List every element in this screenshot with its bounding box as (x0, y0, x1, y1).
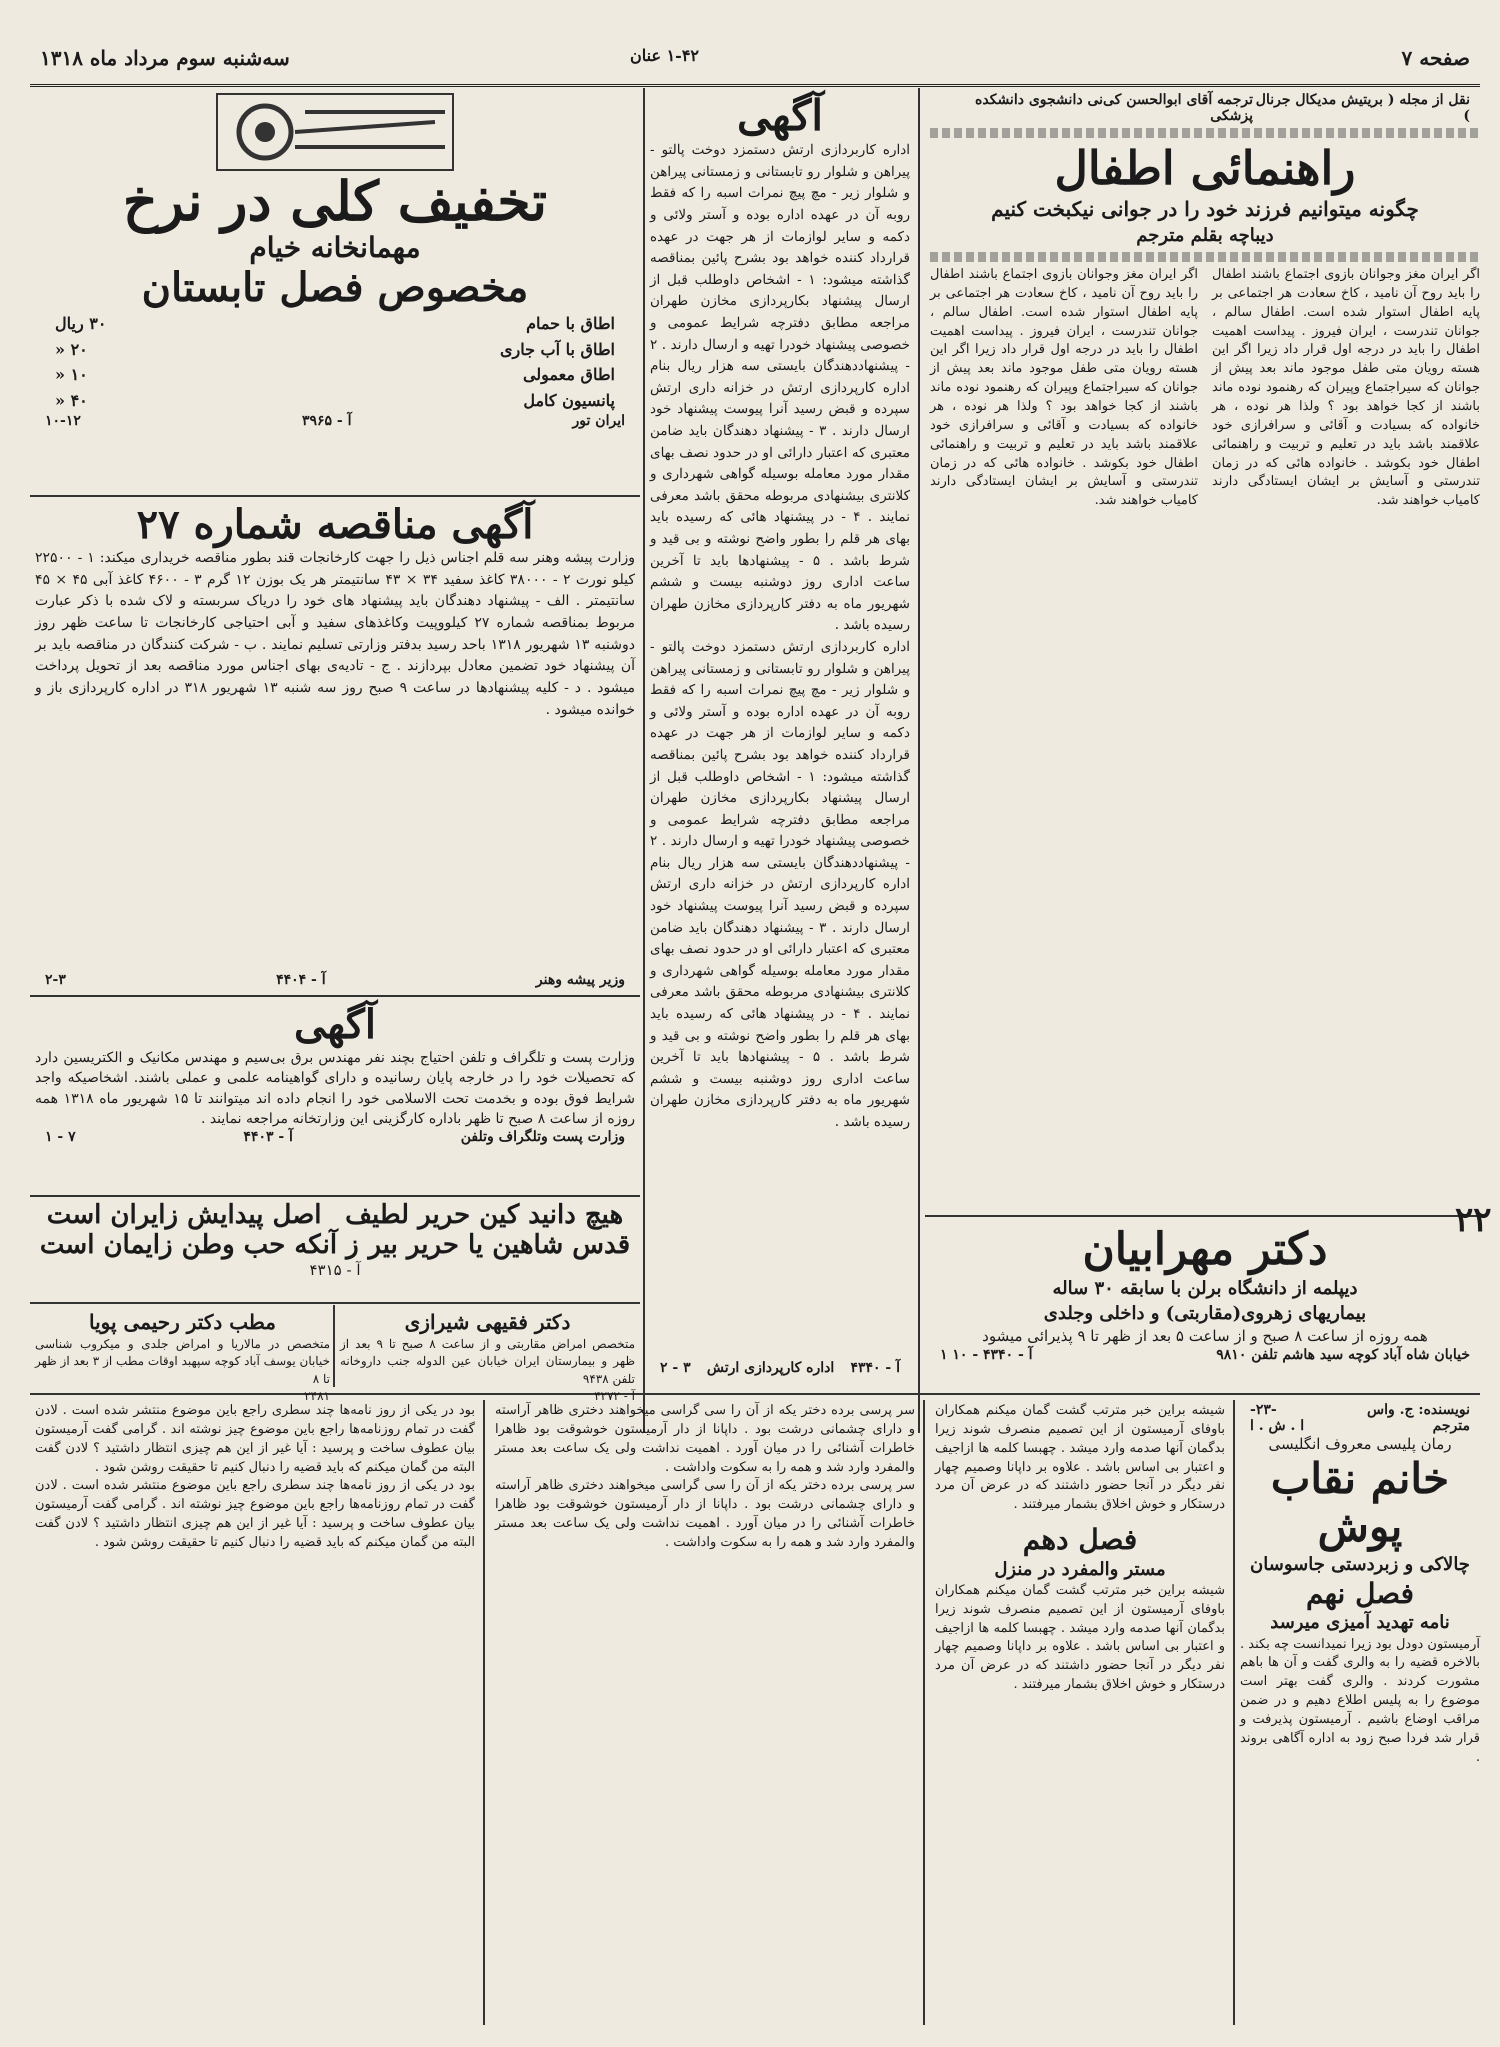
ad-silk (35, 1200, 635, 1300)
divider-doctors (333, 1305, 335, 1387)
serial-subtitle: چالاکی و زبردستی جاسوسان (1250, 1553, 1470, 1575)
army-tender-footer (650, 1360, 910, 1376)
serial-col-c (495, 1402, 915, 2022)
issue-number: ۱-۴۲ عنان (630, 46, 699, 65)
serial-number: -۲۳- (1250, 1402, 1277, 1418)
serial-chapter-10: فصل دهم (1022, 1523, 1138, 1557)
article-child-guidance (930, 92, 1480, 1207)
silk-line3: قدس شاهین یا حریر بیر (368, 1230, 631, 1260)
train-logo-icon (215, 92, 455, 172)
ad-mehrabian-line2: بیماریهای زهروی(مقاربتی) و داخلی وجلدی (1043, 1302, 1367, 1324)
article-byline: دیباچه بقلم مترجم (1136, 224, 1274, 246)
ad-dr-faghihi (340, 1308, 636, 1404)
iran-tour-code: آ - ۳۹۶۵ (301, 413, 352, 430)
article-subtitle: چگونه میتوانیم فرزند خود را در جوانی نیکبخت کنیم (991, 196, 1419, 221)
faghihi-body: متخصص امراض مقاربتی و از ساعت ۸ صبح تا ۹ بعد از ظهر و بیمارستان ایران خیابان عین الدوله جنب داروخانه تلفن ۹۴۳۸ (340, 1337, 636, 1386)
army-tender-body-cont: اداره کاربردازی ارتش دستمزد دوخت پالتو - پیراهن و شلوار رو تابستانی و زمستانی پیراهن و شلوار زیر - مچ پیچ نمرات اسبه را که فقط روبه آن در عهده اداره بوده و آستر ولائی و دکمه و سایر لوازمات از هر جهت در عهده قرارداد کننده خواهد بود بشرح پائین بمناقصه گذاشته میشود: ۱ - اشخاص داوطلب قبل از ارسال پیشنهاد بکارپردازی مخازن طهران مراجعه مطابق دفترچه شرایط عمومی و خصوصی پیشنهاد خودرا تهیه و ارسال دارند . ۲ - پیشنهاددهندگان بایستی سه هزار ریال بنام اداره کارپردازی ارتش در خزانه داری ارتش سپرده و قبض رسید آنرا پیوست پیشنهاد خود ارسال دارند . ۳ - پیشنهاد دهندگان باید ضامن معتبری که اعتبار دارائی او در حدود نصف بهای مقدار مورد معامله بوسیله گواهی شهرداری و کلانتری بیشنهادی مربوطه محقق باشد معرفی نمایند . ۴ - در پیشنهاد هائی که رسیده باید بهای هر قلم را بطور واضح نوشته و بی قید و شرط باشد . ۵ - پیشنهادها باید تا آخرین ساعت اداری روز دوشنبه بیست و ششم شهریور ماه به دفتر کارپردازی مخازن طهران رسیده باشد . (650, 638, 910, 1131)
rahimi-code: ۲۴۸۱ (304, 1389, 330, 1404)
serial-text-b2: شیشه براین خبر مترتب گشت گمان میکنم همکاران باوفای آرمیستون از این تصمیم منصرف شوند زیرا بدگمان آنها صدمه وارد میشد . چهبسا کلمه ها ازاجیف و اعتبار بی اساس باشد . علاوه بر داپانا وصمیم چهار نفر دیگر در آنجا حضور داشتند که در عرض آن مرد درستکار و خوش اخلاق بشمار میرفتند . (935, 1582, 1225, 1693)
article-body-columns (930, 266, 1480, 511)
post-ad-ministry: وزارت پست وتلگراف وتلفن (460, 1129, 625, 1146)
rahimi-body: متخصص در مالاریا و امراض جلدی و میکروب شناسی خیابان یوسف آباد کوچه سپهبد اوقات مطب از ۳ بعد از ظهر تا ۸ (35, 1337, 331, 1386)
hotel-discount-title: تخفیف کلی در نرخ (122, 169, 548, 233)
silk-line4: ز آنکه حب وطن زایمان است (39, 1230, 359, 1260)
serial-translator-initials: ا . ش . ا (1250, 1418, 1305, 1434)
silk-code: آ - ۴۳۱۵ (309, 1261, 361, 1279)
serial-origin: رمان پلیسی معروف انگلیسی (1268, 1435, 1452, 1453)
masthead (30, 40, 1480, 87)
newspaper-page (30, 40, 1480, 2030)
army-tender-office: اداره کارپردازی ارتش (706, 1360, 835, 1376)
serial-author: نویسنده: ج. واس (1367, 1402, 1470, 1418)
tender-27-num: ۲-۳ (45, 972, 66, 988)
tender-27-body: وزارت پیشه وهنر سه قلم اجناس ذیل را جهت کارخانجات قند بطور مناقصه خریداری میکند: ۱ - ۲۲۵۰۰ کیلو نورت ۲ - ۳۸۰۰۰ کاغذ سفید ۳۴ × ۴۳ سانتیمتر هر یک بوزن ۱۲ گرم ۳ - ۴۶۰۰ کاغذ آبی ۴۵ × ۴۵ سانتیمتر . الف - پیشنهاد دهندگان باید پیشنهاد های خود را دریاک سربسته و لاک شده با ذکر عبارت مربوط بمناقصه شماره ۲۷ کیلووپیت وکاغذهای سفید و آبی احتیاجی کارخانجات تا ساعت ظهر روز دوشنبه ۱۳ شهریور ۱۳۱۸ باحد رسید بدفتر وزارتی تسلیم نمایند . ب - شرکت کنندگان در مناقصه باید بر آن پیشنهاد خود تضمین معادل بپردازند . ج - تادیه‌ی بهای اجناس مورد مناقصه بعد از تحویل پرداخت میشود . د - کلیه پیشنهادها در ساعت ۹ صبح روز سه شنبه ۱۳ شهریور ۳۱۸ در اداره کارپردازی باز و خوانده میشود . (35, 550, 636, 718)
serial-text-c: سر پرسی برده دختر یکه از آن را سی گراسی میخواهند دختری ظاهر آراسته و دارای چشمانی درشت بود . داپانا از دار آرمیستون خوشوقت بود ظاهرا خاطرات آشنائی را در میان آورد . اهمیت نداشت ولی یک ساعت بعد مستر والمفرد وارد شد و همه را به سکوت واداشت . (495, 1403, 915, 1475)
ad-mehrabian-code: آ - ۴۳۴۰ - ۱۰ ۱ (940, 1346, 1033, 1363)
serial-chapter-10-sub: مستر والمفرد در منزل (994, 1558, 1166, 1580)
post-ad-code: آ - ۴۴۰۳ (243, 1129, 293, 1146)
serial-credits (1240, 1402, 1480, 1418)
army-tender-title: آگهی (736, 91, 824, 140)
rate-room: اطاق با آب جاری (499, 339, 615, 359)
serial-text-a: آرمیستون دودل بود زیرا نمیدانست چه بکند . بالاخره قضیه را به والری گفت و آن ها باهم مشورت کردند . والری گفت بهتر است موضوع را به پلیس اطلاع دهیم و در ضمن مراقب اوضاع باشیم . آرمیستون پذیرفت و قرار شد فردا صبح زود به اداره آگاهی بروند . (1240, 1636, 1480, 1765)
serial-chapter: فصل نهم (1306, 1576, 1414, 1610)
ad-tender-27 (35, 502, 635, 992)
ad-mehrabian-footer (930, 1347, 1480, 1363)
ad-khayam-hotel (35, 92, 635, 492)
serial-translator-row (1240, 1418, 1480, 1434)
rate-price: ۴۰ « (55, 390, 88, 410)
hotel-season: مخصوص فصل تابستان (141, 263, 529, 311)
serial-text-b: شیشه براین خبر مترتب گشت گمان میکنم همکاران باوفای آرمیستون از این تصمیم منصرف شوند زیرا بدگمان آنها صدمه وارد میشد . چهبسا کلمه ها ازاجیف و اعتبار بی اساس باشد . علاوه بر داپانا وصمیم چهار نفر دیگر در آنجا حضور داشتند که در عرض آن مرد درستکار و خوش اخلاق بشمار میرفتند . (935, 1403, 1225, 1513)
divider-silk (30, 1302, 640, 1304)
tender-27-code: آ - ۴۴۰۴ (276, 972, 326, 988)
ad-mehrabian-title: دکتر مهرابیان (1082, 1224, 1328, 1275)
serial-text-d: بود در یکی از روز نامه‌ها چند سطری راجع باین موضوع منتشر شده است . لادن گفت در تمام روزنامه‌ها راجع باین موضوع چیز نوشته اند . گرامی گفت آرمیستون بیان عطوف ساخت و پرسید : آیا غیر از این هم چیزی انتظار داشتید ؟ لادن گفت البته من گمان میکنم که باید قضیه را دنبال کنیم تا حقیقت روشن شود . (35, 1403, 475, 1475)
rahimi-title: مطب دکتر رحیمی پویا (89, 1310, 276, 1334)
rate-room: اطاق معمولی (522, 365, 615, 385)
divider-col1 (918, 88, 920, 1433)
rate-room: پانسیون کامل (523, 390, 615, 410)
tender-27-footer (35, 972, 635, 988)
serial-chapter-sub: نامه تهدید آمیزی میرسد (1270, 1612, 1450, 1634)
divider-post (30, 1195, 640, 1197)
ad-mehrabian-line3: همه روزه از ساعت ۸ صبح و از ساعت ۵ بعد از ظهر تا ۹ پذیرائی میشود (982, 1326, 1428, 1345)
divider-serial-a (1233, 1400, 1235, 2025)
ad-army-tender (650, 92, 910, 1382)
serial-text-c2: سر پرسی برده دختر یکه از آن را سی گراسی میخواهند دختری ظاهر آراسته و دارای چشمانی درشت بود . داپانا از دار آرمیستون خوشوقت بود ظاهرا خاطرات آشنائی را در میان آورد . اهمیت نداشت ولی یک ساعت بعد مستر والمفرد وارد شد و همه را به سکوت واداشت . (495, 1478, 915, 1550)
silk-line1: هیچ دانید کین حریر لطیف (345, 1200, 624, 1230)
divider-serial-b (923, 1400, 925, 2025)
ad-post-telegraph (35, 1002, 635, 1192)
hotel-rate-row (35, 388, 635, 414)
page-label: صفحه ۷ (1401, 46, 1470, 70)
hotel-rates (35, 311, 635, 413)
margin-number: ۲۲ (1455, 1200, 1492, 1240)
hotel-rate-row (35, 362, 635, 388)
article-title: راهنمائی اطفال (1054, 141, 1356, 195)
rate-price: ۳۰ ریال (55, 313, 107, 333)
hotel-rate-row (35, 337, 635, 363)
iran-tour-label: ایران تور (572, 413, 625, 430)
post-ad-num: ۷ - ۱ (45, 1129, 76, 1146)
rate-price: ۱۰ « (55, 365, 88, 385)
rate-price: ۲۰ « (55, 339, 88, 359)
ad-dr-mehrabian (930, 1225, 1480, 1385)
article-source: نقل از مجله ( بریتیش مدیکال جرنال ) (1255, 92, 1470, 124)
serial-translator: مترجم (1432, 1418, 1470, 1434)
hotel-footer (35, 413, 635, 429)
tender-27-ministry: وزیر پیشه وهنر (535, 972, 625, 988)
ad-mehrabian-address: خیابان شاه آباد کوچه سید هاشم تلفن ۹۸۱۰ (1216, 1346, 1470, 1363)
serial-col-d (35, 1402, 475, 2022)
ad-mehrabian-line1: دیپلمه از دانشگاه برلن با سابقه ۳۰ ساله (1052, 1277, 1358, 1299)
article-body-left: اگر ایران مغز وجوانان بازوی اجتماع باشند اطفال را باید روح آن نامید ، کاخ سعادت هر اجتماعی بر پایه اطفال استوار شده است. اطفال سالم ، جوانان تندرست ، ایران فیروز . پیداست اهمیت اطفال را باید در درجه اول قرار داد زیرا اگر این هسته رویان متی طفل موجود ماند بعد پیش از جوانان که سیراجتماع وپیران که رهنمود نوده ماند باشند از کجا خواهد بود ؟ ولذا هر نوده ، هر خانواده که بسیادت و آقائی و سرافرازی خود علاقمند باشد باید در تعلیم و تربیت و راهنمائی اطفال خود بکوشد . خانواده هائی که در زمان تندرستی و آسایش بر ایشان ایستادگی دارند کامیاب خواهند شد. (930, 267, 1198, 509)
army-tender-body: اداره کاربردازی ارتش دستمزد دوخت پالتو - پیراهن و شلوار رو تابستانی و زمستانی پیراهن و شلوار زیر - مچ پیچ نمرات اسبه را که فقط روبه آن در عهده اداره بوده و آستر ولائی و دکمه و سایر لوازمات از هر جهت در عهده قرارداد کننده خواهد بود بشرح پائین بمناقصه گذاشته میشود: ۱ - اشخاص داوطلب قبل از ارسال پیشنهاد بکارپردازی مخازن طهران مراجعه مطابق دفترچه شرایط عمومی و خصوصی پیشنهاد خودرا تهیه و ارسال دارند . ۲ - پیشنهاددهندگان بایستی سه هزار ریال بنام اداره کارپردازی ارتش در خزانه داری ارتش سپرده و قبض رسید آنرا پیوست پیشنهاد خود ارسال دارند . ۳ - پیشنهاد دهندگان باید ضامن معتبری که اعتبار دارائی او در حدود نصف بهای مقدار مورد معامله بوسیله گواهی شهرداری و کلانتری بیشنهادی مربوطه محقق باشد معرفی نمایند . ۴ - در پیشنهاد هائی که رسیده باید بهای هر قلم را بطور واضح نوشته و بی قید و شرط باشد . ۵ - پیشنهادها باید تا آخرین ساعت اداری روز دوشنبه بیست و ششم شهریور ماه به دفتر کارپردازی مخازن طهران رسیده باشد . (650, 142, 910, 634)
rate-room: اطاق با حمام (526, 313, 615, 333)
divider-hotel (30, 495, 640, 497)
divider-serial-c (483, 1400, 485, 2025)
ornament-rule (930, 128, 1480, 138)
serial-novel-header (1240, 1402, 1480, 2022)
ad-dr-rahimi (35, 1308, 331, 1404)
ornament-rule (930, 252, 1480, 262)
army-tender-code: آ - ۴۳۴۰ (850, 1360, 900, 1376)
faghihi-title: دکتر فقیهی شیرازی (404, 1310, 571, 1334)
tender-27-title: آگهی مناقصه شماره ۲۷ (136, 501, 534, 548)
issue-date: سه‌شنبه سوم مرداد ماه ۱۳۱۸ (40, 46, 290, 70)
serial-title: خانم نقاب پوش (1270, 1454, 1450, 1552)
silk-line2: اصل پیدایش زایران است (46, 1200, 322, 1230)
article-translator: ترجمه آقای ابوالحسن کی‌نی دانشجوی دانشکده پزشکی (975, 92, 1254, 124)
divider-col1-ad (925, 1215, 1480, 1217)
serial-col-b (935, 1402, 1225, 2022)
hotel-rate-row (35, 311, 635, 337)
iran-tour-num: ۱۰-۱۲ (45, 413, 81, 430)
article-body-right: اگر ایران مغز وجوانان بازوی اجتماع باشند اطفال را باید روح آن نامید ، کاخ سعادت هر اجتماعی بر پایه اطفال استوار شده است. اطفال سالم ، جوانان تندرست ، ایران فیروز . پیداست اهمیت اطفال را باید در درجه اول قرار داد زیرا اگر این هسته رویان متی طفل موجود ماند بعد پیش از جوانان که سیراجتماع وپیران که رهنمود نوده ماند باشند از کجا خواهد بود ؟ ولذا هر نوده ، هر خانواده که بسیادت و آقائی و سرافرازی خود علاقمند باشد باید در تعلیم و تربیت و راهنمائی اطفال خود بکوشد . خانواده هائی که در زمان تندرستی و آسایش بر ایشان ایستادگی دارند کامیاب خواهند شد. (1212, 267, 1480, 509)
divider-col2 (643, 88, 645, 1433)
post-ad-title: آگهی (294, 1001, 376, 1048)
hotel-name: مهمانخانه خیام (249, 231, 421, 265)
divider-tender (30, 995, 640, 997)
post-ad-footer (35, 1129, 635, 1145)
article-credits (930, 92, 1480, 124)
serial-text-d2: بود در یکی از روز نامه‌ها چند سطری راجع باین موضوع منتشر شده است . لادن گفت در تمام روزنامه‌ها راجع باین موضوع چیز نوشته اند . گرامی گفت آرمیستون بیان عطوف ساخت و پرسید : آیا غیر از این هم چیزی انتظار داشتید ؟ لادن گفت البته من گمان میکنم که باید قضیه را دنبال کنیم تا حقیقت روشن شود . (35, 1478, 475, 1550)
post-ad-body: وزارت پست و تلگراف و تلفن احتیاج بچند نفر مهندس برق بی‌سیم و مهندس مکانیک و الکتریسین دارد که تحصیلات خود را در خارجه پایان رسانیده و دارای گواهینامه علمی و عملی باشند. اشخاصیکه واجد شرایط فوق بوده و بخدمت تحت الاسلامی خود را انجام داده اند میتوانند تا ۱۵ شهریور ماه ۱۳۱۸ همه روزه از ساعت ۸ صبح تا ظهر باداره کارگزینی این وزارتخانه مراجعه نمایند . (35, 1050, 635, 1127)
faghihi-code: آ - ۴۲۷۲ (594, 1389, 635, 1404)
army-tender-num: ۳ - ۲ (660, 1360, 691, 1376)
